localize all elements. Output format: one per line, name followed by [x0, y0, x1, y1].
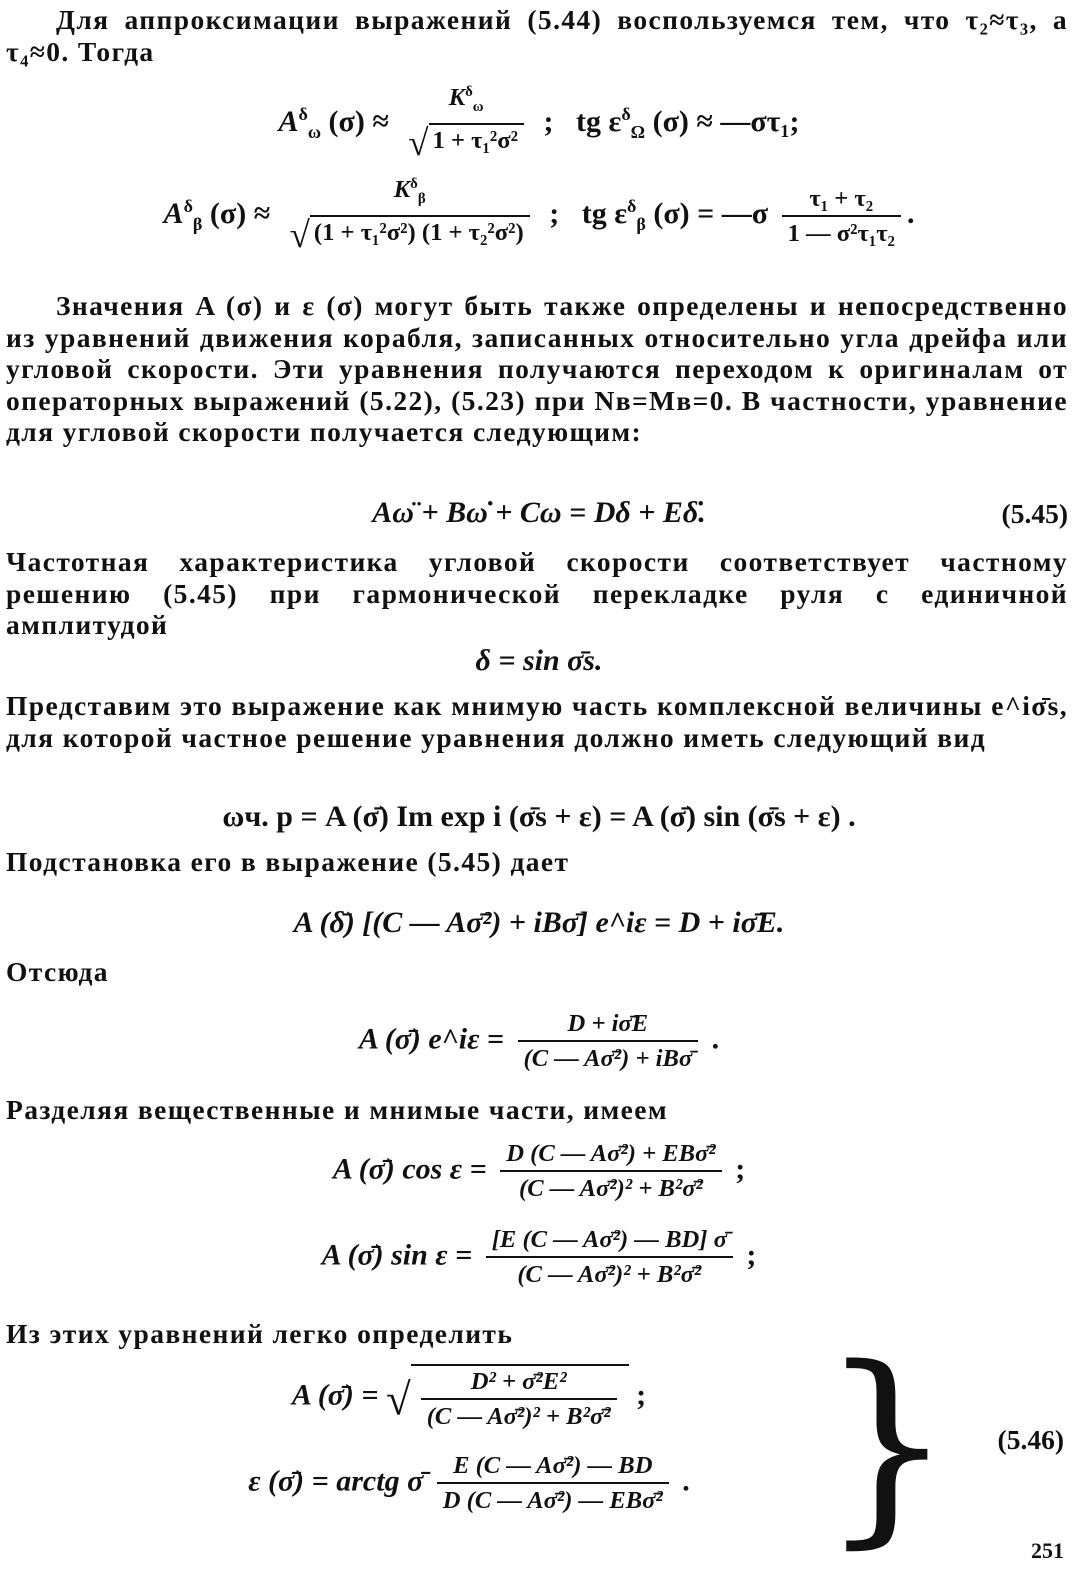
eq8-denominator: (C — Aσ̄²)² + B²σ̄² [500, 1170, 721, 1203]
eq4-body: δ = sin σ̄s. [475, 644, 603, 677]
eq9-numerator: [E (C — Aσ̄²) — BD] σ̄ [491, 1226, 727, 1253]
eq10-lhs: A (σ̄) = [291, 1378, 379, 1412]
eq9-fraction [486, 1226, 733, 1289]
eq1-numerator: K [448, 84, 466, 112]
equation-number-5-45: (5.45) [1001, 498, 1068, 529]
equation-omega-particular [0, 800, 1078, 834]
paragraph-hence: Отсюда [6, 956, 109, 987]
eq2-denominator: (1 + τ₁²σ²) (1 + τ₂²σ²) [310, 215, 530, 247]
eq10-numerator: D² + σ̄²E² [470, 1368, 567, 1395]
eq9-lhs: A (σ̄) sin ε = [321, 1238, 473, 1272]
eq1-fraction: $K^\delta_\omega$ √ 1 + τ₁²σ² [402, 84, 530, 164]
equation-cos-part [0, 1140, 1078, 1203]
eq1-rhs-label: tg ε [576, 104, 622, 138]
eq2-rhs-fraction [782, 185, 901, 248]
eq10-end: ; [636, 1378, 647, 1412]
page-number: 251 [1031, 1538, 1064, 1563]
equation-sin-part [0, 1226, 1078, 1289]
paragraph-values: Значения A (σ) и ε (σ) могут быть также определены и непосредственно из уравнений движения корабля, записанных относительно угла дрейфа или угловой скорости. Эти уравнения получаются переходом к оригиналам от операторных выражений (5.22), (5.23) при Nв=Mв=0. В частности, уравнение для угловой скорости получается следующим: [6, 290, 1068, 448]
eq2-lhs: A [163, 196, 184, 230]
eq11-numerator: E (C — Aσ̄²) — BD [453, 1452, 653, 1479]
eq2-rhs-denominator: 1 — σ²τ₁τ₂ [782, 215, 901, 248]
eq2-fraction: $K^\delta_\beta$ √ (1 + τ₁²σ²) (1 + τ₂²σ²) [284, 176, 536, 256]
eq8-lhs: A (σ̄) cos ε = [332, 1152, 487, 1186]
eq2-rhs-label: tg ε [581, 196, 628, 230]
eq7-denominator: (C — Aσ̄²) + iBσ̄ [518, 1040, 699, 1073]
equation-substituted [0, 906, 1078, 940]
eq8-fraction [500, 1140, 721, 1203]
paragraph-approximation: Для аппроксимации выражений (5.44) воспользуемся тем, что τ₂≈τ₃, а τ₄≈0. Тогда [6, 4, 1068, 67]
eq2-rhs-numerator: τ₁ + τ₂ [809, 184, 874, 212]
paragraph-frequency: Частотная характеристика угловой скорости соответствует частному решению (5.45) при гармонической перекладке руля с единичной амплитудой [6, 546, 1068, 641]
eq11-denominator: D (C — Aσ̄²) — EBσ̄² [437, 1482, 669, 1515]
eq1-denominator: 1 + τ₁²σ² [429, 123, 524, 155]
eq1-separator: ; [543, 104, 554, 138]
paragraph-determine: Из этих уравнений легко определить [6, 1318, 514, 1349]
eq11-end: . [682, 1464, 690, 1498]
equation-a-omega: $A^\delta_\omega$ (σ) ≈ $K^\delta_\omega$ √ 1 + τ₁²σ² ; tg $\varepsilon^\delta_\Omega$ (σ) ≈ —στ₁; [278, 84, 800, 164]
eq7-numerator: D + iσ̄E [567, 1010, 649, 1037]
eq9-denominator: (C — Aσ̄²)² + B²σ̄² [486, 1256, 733, 1289]
eq7-lhs: A (σ̄) e^iε = [358, 1022, 505, 1056]
eq8-numerator: D (C — Aσ̄²) + EBσ̄² [506, 1140, 716, 1167]
eq2-rhs-prefix: = —σ [697, 196, 769, 230]
eq1-rhs-value: ≈ —στ₁; [696, 104, 800, 138]
eq11-fraction [437, 1452, 669, 1515]
paragraph-represent: Представим это выражение как мнимую часть комплексной величины e^iσ̄s, для которой частное решение уравнения должно иметь следующий вид [6, 690, 1068, 753]
equation-a-beta: $A^\delta_\beta$ (σ) ≈ $K^\delta_\beta$ √ (1 + τ₁²σ²) (1 + τ₂²σ²) ; tg $\varepsilon^\delta_\beta$ (σ) = —σ $\frac{\text{τ₁ + τ₂}}{\text{1 — σ²τ₁τ₂}}$ . [163, 176, 915, 256]
eq3-body: Aω̈ + Bω̇ + Cω = Dδ + Eδ̇. [372, 496, 706, 529]
eq2-numerator: K [393, 176, 411, 204]
eq2-separator: ; [549, 196, 560, 230]
equation-delta [0, 644, 1078, 678]
eq6-body: A (δ̄) [(C — Aσ̄²) + iBσ̄] e^iε = D + iσ̄E. [293, 906, 785, 939]
paragraph-substitution: Подстановка его в выражение (5.45) дает [6, 846, 570, 877]
equation-number-5-46: (5.46) [997, 1424, 1064, 1455]
eq7-end: . [711, 1022, 720, 1056]
equation-group-brace: } [820, 1322, 954, 1567]
eq10-denominator: (C — Aσ̄²)² + B²σ̄² [421, 1398, 617, 1431]
eq10-fraction [421, 1368, 617, 1431]
equation-complex-ratio [0, 1010, 1078, 1073]
eq11-lhs: ε (σ̄) = arctg σ̄ [248, 1464, 424, 1498]
eq8-end: ; [735, 1152, 746, 1186]
equation-5-45 [0, 496, 1078, 530]
paragraph-separate: Разделяя вещественные и мнимые части, имеем [6, 1094, 669, 1125]
eq1-lhs: A [278, 104, 299, 138]
eq9-end: ; [746, 1238, 757, 1272]
eq5-body: ωч. р = A (σ̄) Im exp i (σ̄s + ε) = A (σ̄) sin (σ̄s + ε) . [222, 800, 856, 833]
eq7-fraction [518, 1010, 699, 1073]
equation-amplitude: A (σ̄) = √ $\frac{\text{D² + σ̄²E²}}{\text{(C — Aσ̄²)² + B²σ̄²}}$ ; [0, 1364, 1008, 1431]
